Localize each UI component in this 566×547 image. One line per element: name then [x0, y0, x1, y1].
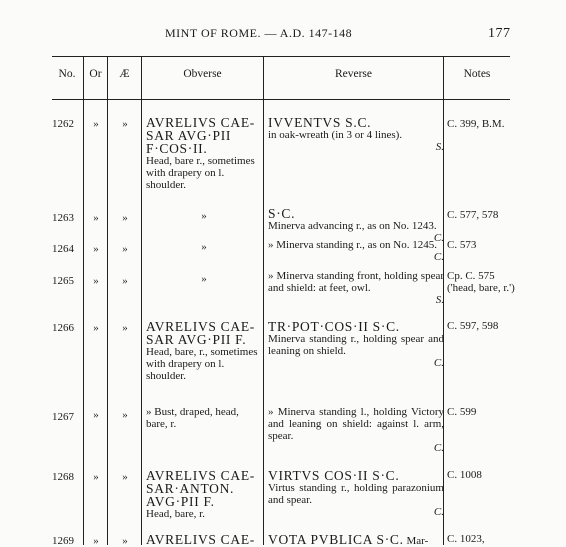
row-number: 1268	[52, 471, 74, 483]
reverse-legend: S·C.	[268, 206, 296, 221]
obverse-cell	[146, 406, 262, 430]
or-ditto: »	[93, 243, 99, 255]
notes-cell: C. 399, B.M.	[447, 118, 505, 130]
ae-ditto: »	[122, 212, 128, 224]
notes-cell: C. 1023,	[447, 533, 485, 545]
running-title: MINT OF ROME. — A.D. 147-148	[165, 26, 353, 40]
notes-cell: C. 597, 598	[447, 320, 499, 332]
page-number: 177	[488, 26, 511, 41]
obverse-legend: AVRELIVS CAE-SAR AVG·PII F·COS·II.	[146, 115, 255, 156]
ae-ditto: »	[122, 243, 128, 255]
or-ditto: »	[93, 471, 99, 483]
obverse-ditto: »	[201, 241, 207, 253]
obverse-ditto: »	[201, 273, 207, 285]
obverse-description: Head, bare r., sometimes with drapery on l. shoulder.	[146, 155, 255, 191]
row-number: 1265	[52, 275, 74, 287]
row-number: 1266	[52, 322, 74, 334]
row-number: 1267	[52, 411, 74, 423]
row-number: 1264	[52, 243, 74, 255]
column-rule	[83, 56, 84, 545]
reverse-description: in oak-wreath (in 3 or 4 lines).	[268, 129, 403, 141]
reverse-source: C.	[433, 357, 444, 369]
reverse-cell	[268, 320, 444, 369]
reverse-cell	[268, 270, 444, 306]
ae-ditto: »	[122, 409, 128, 421]
reverse-description: » Minerva standing front, holding spear and shield: at feet, owl.	[268, 270, 444, 294]
obverse-cell	[146, 241, 262, 253]
notes-cell: C. 1008	[447, 469, 482, 481]
reverse-description: Minerva advancing r., as on No. 1243.	[268, 220, 437, 232]
reverse-source: C.	[433, 251, 444, 263]
or-ditto: »	[93, 535, 99, 547]
notes-cell: Cp. C. 575 ('head, bare, r.')	[447, 270, 515, 294]
ae-ditto: »	[122, 471, 128, 483]
column-head-rule	[52, 99, 510, 100]
ae-ditto: »	[122, 322, 128, 334]
row-number: 1263	[52, 212, 74, 224]
notes-cell: C. 577, 578	[447, 209, 499, 221]
ae-ditto: »	[122, 275, 128, 287]
reverse-description: Minerva standing r., holding spear and leaning on shield.	[268, 333, 444, 357]
reverse-description: » Minerva standing r., as on No. 1245.	[268, 239, 437, 251]
reverse-cell	[268, 116, 444, 153]
header-rule	[52, 56, 510, 57]
reverse-description: Virtus standing r., holding parazonium and spear.	[268, 482, 444, 506]
reverse-cell	[268, 406, 444, 454]
notes-cell: C. 573	[447, 239, 477, 251]
obverse-cell	[146, 273, 262, 285]
obverse-ditto: »	[201, 210, 207, 222]
reverse-legend: TR·POT·COS·II S·C.	[268, 319, 400, 334]
ae-ditto: »	[122, 118, 128, 130]
reverse-legend: VIRTVS COS·II S·C.	[268, 468, 400, 483]
col-head-obverse: Obverse	[183, 68, 222, 80]
obverse-description: Head, bare, r., sometimes with drapery on l. shoulder.	[146, 346, 258, 382]
or-ditto: »	[93, 322, 99, 334]
obverse-legend: AVRELIVS CAE-	[146, 532, 255, 547]
col-head-no: No.	[58, 68, 76, 80]
column-rule	[107, 56, 108, 545]
or-ditto: »	[93, 409, 99, 421]
row-number: 1262	[52, 118, 74, 130]
reverse-source: S.	[435, 294, 444, 306]
column-rule	[263, 56, 264, 545]
col-head-notes: Notes	[463, 68, 491, 80]
reverse-source: C.	[433, 506, 444, 518]
obverse-legend: AVRELIVS CAE-SAR AVG·PII F.	[146, 319, 255, 347]
reverse-source: C.	[433, 232, 444, 244]
reverse-cell	[268, 239, 444, 263]
reverse-legend: VOTA PVBLICA S·C.	[268, 532, 404, 547]
column-rule	[141, 56, 142, 545]
reverse-legend: IVVENTVS S.C.	[268, 115, 372, 130]
obverse-legend: AVRELIVS CAE-SAR·ANTON. AVG·PII F.	[146, 468, 255, 509]
obverse-cell	[146, 210, 262, 222]
or-ditto: »	[93, 212, 99, 224]
obverse-cell	[146, 320, 262, 382]
col-head-reverse: Reverse	[334, 68, 373, 80]
reverse-description: » Minerva standing l., holding Victory and leaning on shield: against l. arm, spear.	[268, 406, 444, 442]
or-ditto: »	[93, 118, 99, 130]
col-head-ae: Æ	[119, 68, 130, 80]
obverse-description: » Bust, draped, head, bare, r.	[146, 406, 239, 430]
reverse-description: Mar-	[406, 535, 429, 547]
col-head-or: Or	[89, 68, 102, 80]
row-number: 1269	[52, 535, 74, 547]
or-ditto: »	[93, 275, 99, 287]
ae-ditto: »	[122, 535, 128, 547]
reverse-cell	[268, 469, 444, 518]
obverse-cell	[146, 533, 262, 546]
reverse-source: S.	[435, 141, 444, 153]
obverse-cell	[146, 469, 262, 520]
notes-cell: C. 599	[447, 406, 477, 418]
obverse-description: Head, bare, r.	[146, 508, 205, 520]
obverse-cell	[146, 116, 262, 191]
reverse-source: C.	[433, 442, 444, 454]
